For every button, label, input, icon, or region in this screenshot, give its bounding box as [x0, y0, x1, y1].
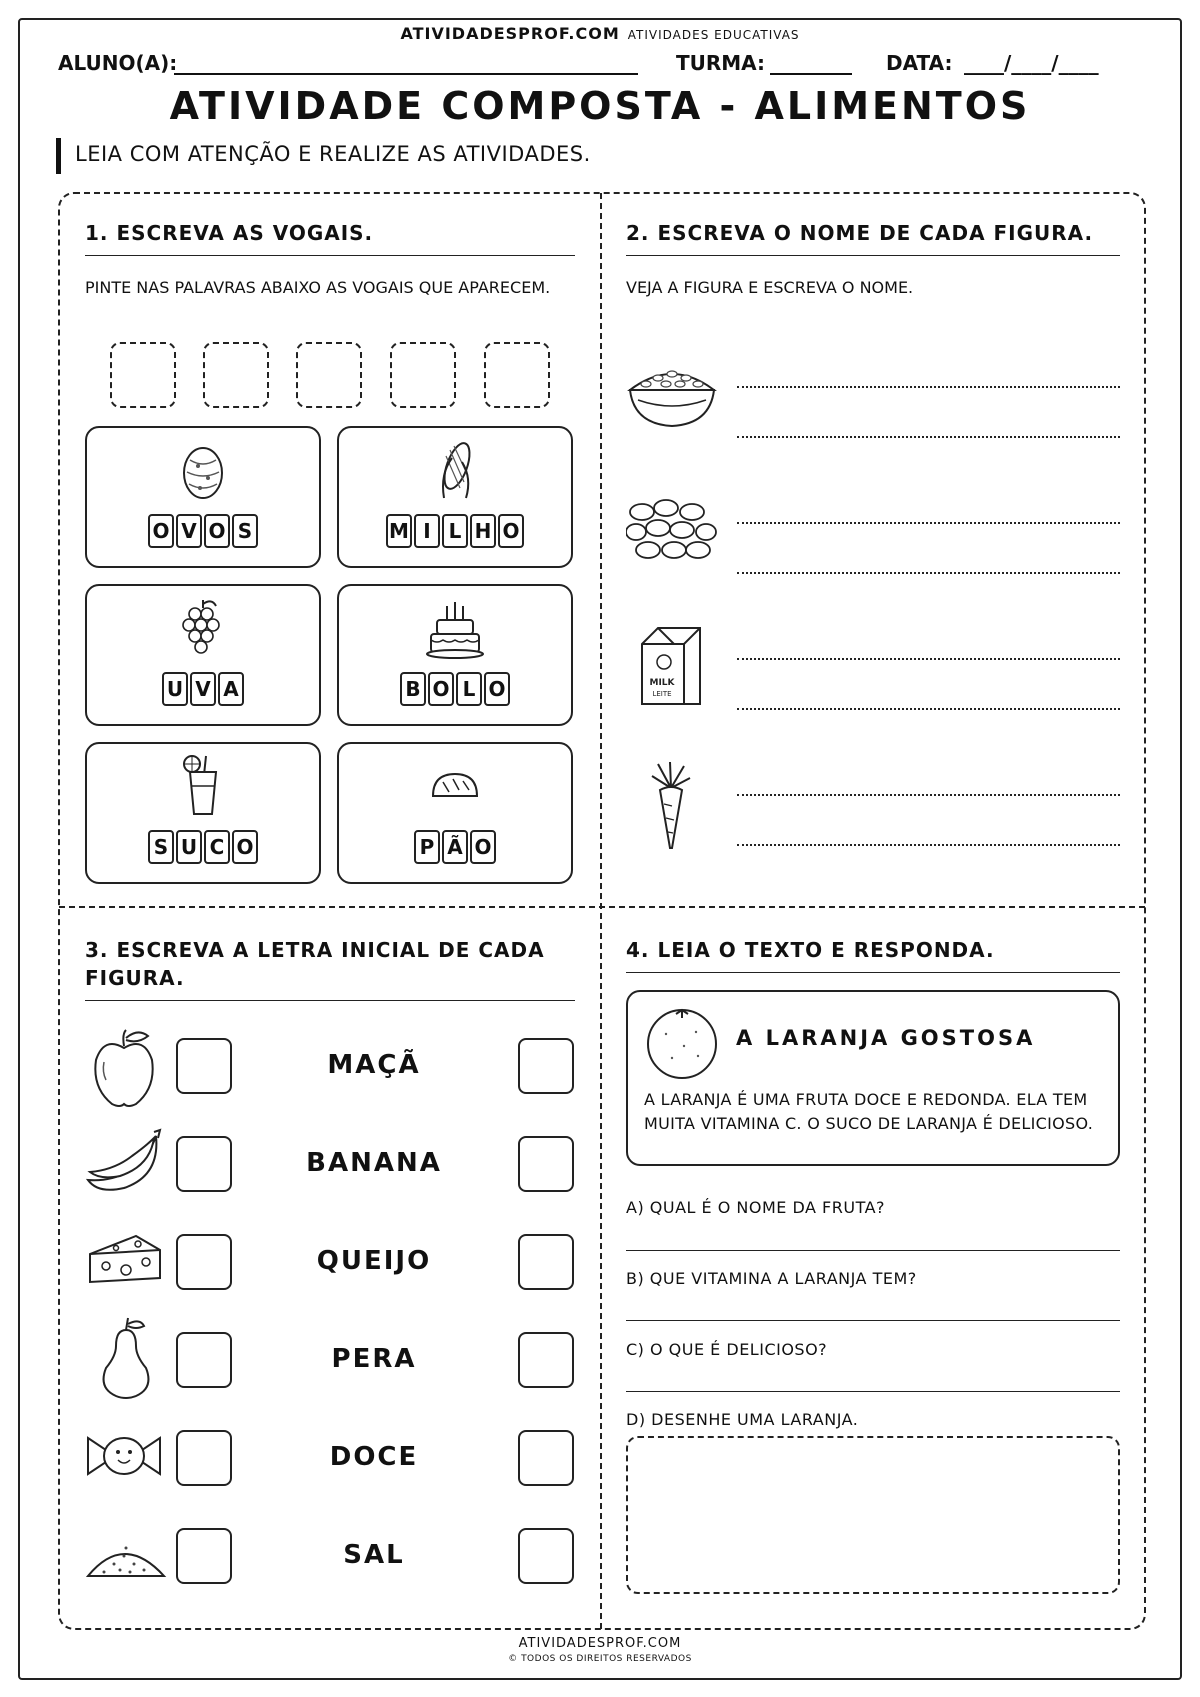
initial-letter-box[interactable] [176, 1234, 232, 1290]
answer-line-c[interactable] [626, 1391, 1120, 1392]
letter-tile[interactable]: L [442, 514, 468, 548]
letter-tile[interactable]: P [414, 830, 440, 864]
site-tagline: ATIVIDADES EDUCATIVAS [627, 28, 800, 42]
student-label: ALUNO(A): [58, 51, 178, 75]
letter-tile[interactable]: V [176, 514, 202, 548]
vowel-box-1[interactable] [110, 342, 176, 408]
horizontal-divider [59, 906, 1145, 908]
letter-tile[interactable]: M [386, 514, 412, 548]
vowel-box-5[interactable] [484, 342, 550, 408]
letter-tile[interactable]: O [148, 514, 174, 548]
letter-tile[interactable]: A [218, 672, 244, 706]
letter-tile[interactable]: I [414, 514, 440, 548]
letter-tile[interactable]: O [204, 514, 230, 548]
letter-tiles [339, 830, 571, 864]
initial-letter-box[interactable] [176, 1430, 232, 1486]
corn-icon [430, 438, 480, 502]
reading-text-box [626, 990, 1120, 1166]
letter-tile[interactable]: B [400, 672, 426, 706]
section3-rule [85, 1000, 575, 1001]
pear-icon [96, 1316, 156, 1400]
footer-site: ATIVIDADESPROF.COM [518, 1636, 682, 1651]
food-word: MAÇÃ [327, 1050, 421, 1080]
initial-letter-box[interactable] [518, 1430, 574, 1486]
answer-line-b[interactable] [626, 1320, 1120, 1321]
letter-tile[interactable]: H [470, 514, 496, 548]
juice-icon [178, 754, 228, 818]
letter-tiles [87, 672, 319, 706]
page-title: ATIVIDADE COMPOSTA - ALIMENTOS [169, 84, 1031, 128]
student-name-field[interactable] [174, 73, 638, 75]
site-name: ATIVIDADESPROF.COM [400, 24, 620, 43]
site-banner [0, 24, 1200, 43]
initial-letter-box[interactable] [518, 1528, 574, 1584]
section4-rule [626, 972, 1120, 973]
initial-letter-box[interactable] [518, 1332, 574, 1388]
vertical-divider [600, 193, 602, 1629]
egg-icon [178, 438, 228, 502]
letter-tile[interactable]: O [470, 830, 496, 864]
question-c: C) O QUE É DELICIOSO? [626, 1340, 828, 1359]
class-field[interactable] [770, 73, 852, 75]
initial-letter-box[interactable] [176, 1528, 232, 1584]
initial-letter-box[interactable] [176, 1038, 232, 1094]
orange-icon [642, 1002, 722, 1082]
letter-tile[interactable]: O [428, 672, 454, 706]
section2-title: 2. ESCREVA O NOME DE CADA FIGURA. [626, 221, 1094, 245]
word-card-uva [85, 584, 321, 726]
vowel-box-3[interactable] [296, 342, 362, 408]
initial-letter-box[interactable] [518, 1038, 574, 1094]
food-word: PERA [331, 1344, 417, 1374]
letter-tile[interactable]: L [456, 672, 482, 706]
carton-label: MILK [649, 678, 675, 688]
section3-title: 3. ESCREVA A LETRA INICIAL DE CADA FIGURA. [85, 938, 545, 990]
letter-tile[interactable]: O [232, 830, 258, 864]
word-card-ovos [85, 426, 321, 568]
salt-icon [84, 1534, 168, 1580]
food-word: SAL [343, 1540, 405, 1570]
answer-line[interactable] [737, 844, 1120, 846]
candy-icon [84, 1432, 164, 1480]
word-card-pao [337, 742, 573, 884]
letter-tile[interactable]: U [176, 830, 202, 864]
grapes-icon [178, 596, 228, 660]
rice-bowl-icon [626, 362, 718, 432]
letter-tile[interactable]: O [484, 672, 510, 706]
answer-line[interactable] [737, 794, 1120, 796]
date-label: DATA: [886, 51, 953, 75]
letter-tile[interactable]: S [148, 830, 174, 864]
apple-icon [88, 1026, 160, 1110]
bread-icon [425, 754, 485, 818]
answer-line-a[interactable] [626, 1250, 1120, 1251]
question-a: A) QUAL É O NOME DA FRUTA? [626, 1198, 886, 1217]
letter-tile[interactable]: U [162, 672, 188, 706]
initial-letter-box[interactable] [518, 1234, 574, 1290]
vowel-box-4[interactable] [390, 342, 456, 408]
cake-icon [425, 596, 485, 660]
question-b: B) QUE VITAMINA A LARANJA TEM? [626, 1269, 917, 1288]
footer-rights: © TODOS OS DIREITOS RESERVADOS [508, 1654, 692, 1664]
text-title: A LARANJA GOSTOSA [736, 1026, 1036, 1050]
letter-tile[interactable]: C [204, 830, 230, 864]
question-d: D) DESENHE UMA LARANJA. [626, 1410, 859, 1429]
letter-tile[interactable]: O [498, 514, 524, 548]
drawing-area[interactable] [626, 1436, 1120, 1594]
class-label: TURMA: [676, 51, 766, 75]
section4-title: 4. LEIA O TEXTO E RESPONDA. [626, 938, 995, 962]
word-card-milho [337, 426, 573, 568]
date-field[interactable]: ____/____/____ [964, 51, 1099, 75]
letter-tiles [339, 514, 571, 548]
letter-tiles [87, 830, 319, 864]
answer-line[interactable] [737, 436, 1120, 438]
initial-letter-box[interactable] [176, 1136, 232, 1192]
answer-line[interactable] [737, 522, 1120, 524]
section1-subtitle: PINTE NAS PALAVRAS ABAIXO AS VOGAIS QUE APARECEM. [85, 278, 551, 297]
cheese-icon [86, 1232, 164, 1286]
vowel-box-2[interactable] [203, 342, 269, 408]
letter-tiles [87, 514, 319, 548]
answer-line[interactable] [737, 658, 1120, 660]
letter-tile[interactable]: V [190, 672, 216, 706]
initial-letter-box[interactable] [176, 1332, 232, 1388]
letter-tiles [339, 672, 571, 706]
instruction-text: LEIA COM ATENÇÃO E REALIZE AS ATIVIDADES. [75, 142, 591, 166]
answer-line[interactable] [737, 708, 1120, 710]
beans-icon [626, 498, 718, 560]
section1-rule [85, 255, 575, 256]
text-body: A LARANJA É UMA FRUTA DOCE E REDONDA. ELA TEM MUITA VITAMINA C. O SUCO DE LARANJA É DELICIOSO. [644, 1090, 1094, 1133]
food-word: BANANA [306, 1148, 442, 1178]
carrot-icon [646, 760, 696, 850]
food-word: DOCE [329, 1442, 419, 1472]
carton-label-2: LEITE [652, 690, 672, 698]
milk-carton-icon [634, 624, 708, 708]
section2-subtitle: VEJA A FIGURA E ESCREVA O NOME. [626, 278, 914, 297]
word-card-bolo [337, 584, 573, 726]
section2-rule [626, 255, 1120, 256]
section1-title: 1. ESCREVA AS VOGAIS. [85, 221, 374, 245]
food-word: QUEIJO [316, 1246, 432, 1276]
letter-tile[interactable]: S [232, 514, 258, 548]
instruction-bar [56, 138, 61, 174]
initial-letter-box[interactable] [518, 1136, 574, 1192]
answer-line[interactable] [737, 572, 1120, 574]
answer-line[interactable] [737, 386, 1120, 388]
letter-tile[interactable]: Ã [442, 830, 468, 864]
banana-icon [84, 1126, 164, 1196]
word-card-suco [85, 742, 321, 884]
